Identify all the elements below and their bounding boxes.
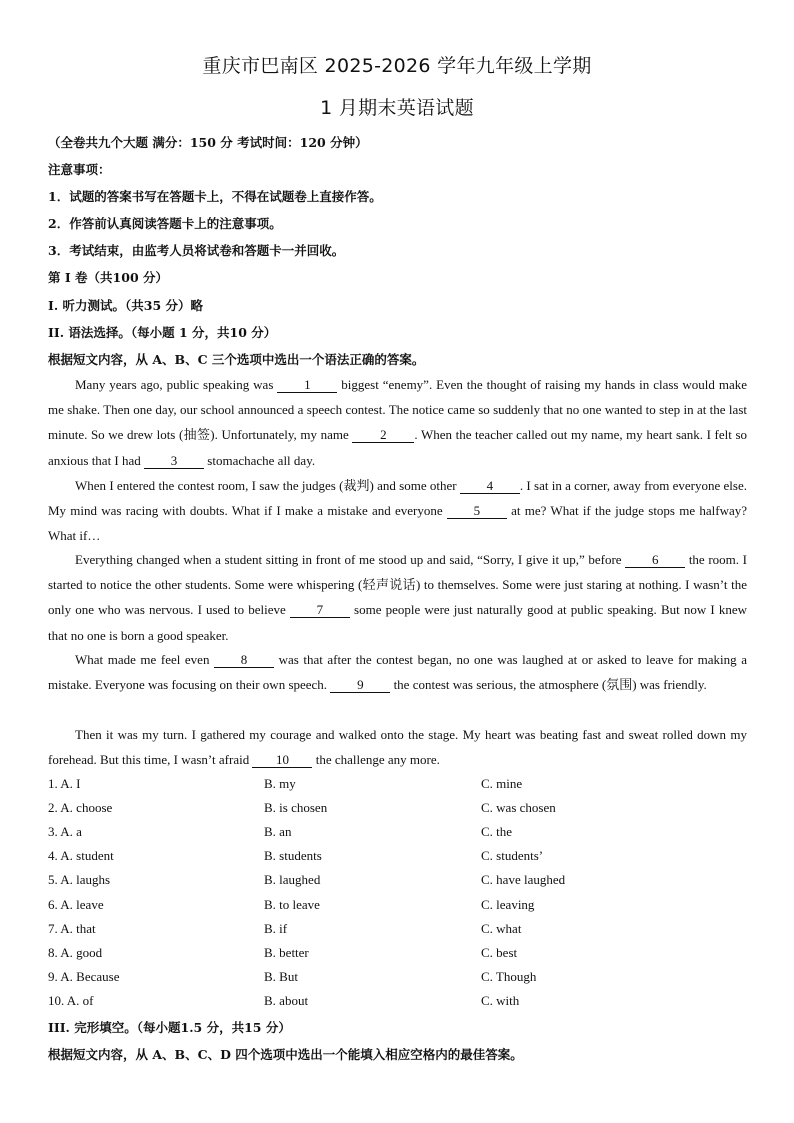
blank-3: 3: [144, 454, 204, 469]
option-4c: C. students’: [481, 848, 544, 863]
option-3a: 3. A. a: [48, 824, 82, 839]
option-2a: 2. A. choose: [48, 800, 113, 815]
notes-heading: 注意事项：: [48, 162, 111, 177]
passage-paragraph-5: Then it was my turn. I gathered my courage and walked onto the stage. My heart was beating fast and sweat rolled down my forehead. But this time, I wasn’t afraid 10 the challenge any more.: [48, 727, 747, 768]
option-4a: 4. A. student: [48, 848, 114, 863]
option-7c: C. what: [481, 921, 522, 936]
option-10b: B. about: [264, 993, 309, 1008]
note-3: 3．考试结束，由监考人员将试卷和答题卡一并回收。: [48, 243, 345, 258]
option-2c: C. was chosen: [481, 800, 556, 815]
option-5b: B. laughed: [264, 872, 321, 887]
section-2-heading: II. 语法选择。（每小题 1 分，共10 分）: [48, 325, 277, 340]
option-1c: C. mine: [481, 776, 523, 791]
passage-paragraph-4: What made me feel even 8 was that after the contest began, no one was laughed at or asked to leave for making a mistake. Everyone was focusing on their own speech. 9 the contest was serious, the atmosphere (氛围) was friendly.: [48, 652, 747, 693]
option-5c: C. have laughed: [481, 872, 566, 887]
exam-title: 重庆市巴南区 2025-2026 学年九年级上学期: [202, 55, 592, 77]
option-3c: C. the: [481, 824, 513, 839]
option-5a: 5. A. laughs: [48, 872, 111, 887]
passage-paragraph-2: When I entered the contest room, I saw the judges (裁判) and some other 4 . I sat in a corner, away from everyone else. My mind was racing with doubts. What if I make a mistake and everyone 5 at me? What if the judge stops me halfway? What if…: [48, 478, 747, 544]
note-2: 2．作答前认真阅读答题卡上的注意事项。: [48, 216, 282, 231]
passage-paragraph-3: Everything changed when a student sitting in front of me stood up and said, “Sorry, I give it up,” before 6 the room. I started to notice the other students. Some were whispering (轻声说话) to themselves. Some were just staring at nothing. I wasn’t the only one who was nervous. I used to believe 7 some people were just naturally good at public speaking. But now I knew that no one is born a good speaker.: [48, 552, 747, 643]
blank-4: 4: [460, 479, 520, 494]
option-10c: C. with: [481, 993, 520, 1008]
option-9c: C. Though: [481, 969, 537, 984]
option-1b: B. my: [264, 776, 296, 791]
blank-7: 7: [290, 603, 350, 618]
option-8b: B. better: [264, 945, 309, 960]
option-7b: B. if: [264, 921, 288, 936]
option-8a: 8. A. good: [48, 945, 103, 960]
blank-2: 2: [352, 428, 414, 443]
option-8c: C. best: [481, 945, 518, 960]
blank-10: 10: [252, 753, 312, 768]
option-9b: B. But: [264, 969, 298, 984]
blank-1: 1: [277, 378, 337, 393]
exam-info: （全卷共九个大题 满分：150 分 考试时间：120 分钟）: [48, 135, 368, 150]
blank-8: 8: [214, 653, 274, 668]
note-1: 1．试题的答案书写在答题卡上，不得在试题卷上直接作答。: [48, 189, 382, 204]
option-2b: B. is chosen: [264, 800, 328, 815]
option-6c: C. leaving: [481, 897, 535, 912]
option-4b: B. students: [264, 848, 322, 863]
section-3-heading: III. 完形填空。（每小题1.5 分，共15 分）: [48, 1020, 291, 1035]
option-6a: 6. A. leave: [48, 897, 104, 912]
blank-6: 6: [625, 553, 685, 568]
passage-paragraph-1: Many years ago, public speaking was 1 biggest “enemy”. Even the thought of raising my hands in class would make me shake. Then one day, our school announced a speech contest. The notice came so suddenly that no one wanted to step in at the last minute. So we drew lots (抽签). Unfortunately, my name 2 . When the teacher called out my name, my heart sank. I felt so anxious that I had 3 stomachache all day.: [48, 377, 748, 468]
exam-subtitle: 1 月期末英语试题: [320, 97, 474, 119]
option-3b: B. an: [264, 824, 292, 839]
option-7a: 7. A. that: [48, 921, 96, 936]
blank-9: 9: [330, 678, 390, 693]
option-6b: B. to leave: [264, 897, 320, 912]
section-1-heading: I. 听力测试。（共35 分）略: [48, 298, 204, 313]
section-2-instructions: 根据短文内容，从 A、B、C 三个选项中选出一个语法正确的答案。: [48, 352, 425, 367]
option-9a: 9. A. Because: [48, 969, 120, 984]
section-3-instructions: 根据短文内容，从 A、B、C、D 四个选项中选出一个能填入相应空格内的最佳答案。: [48, 1047, 523, 1062]
blank-5: 5: [447, 504, 507, 519]
volume-heading: 第 I 卷（共100 分）: [48, 270, 168, 285]
option-10a: 10. A. of: [48, 993, 94, 1008]
option-1a: 1. A. I: [48, 776, 81, 791]
